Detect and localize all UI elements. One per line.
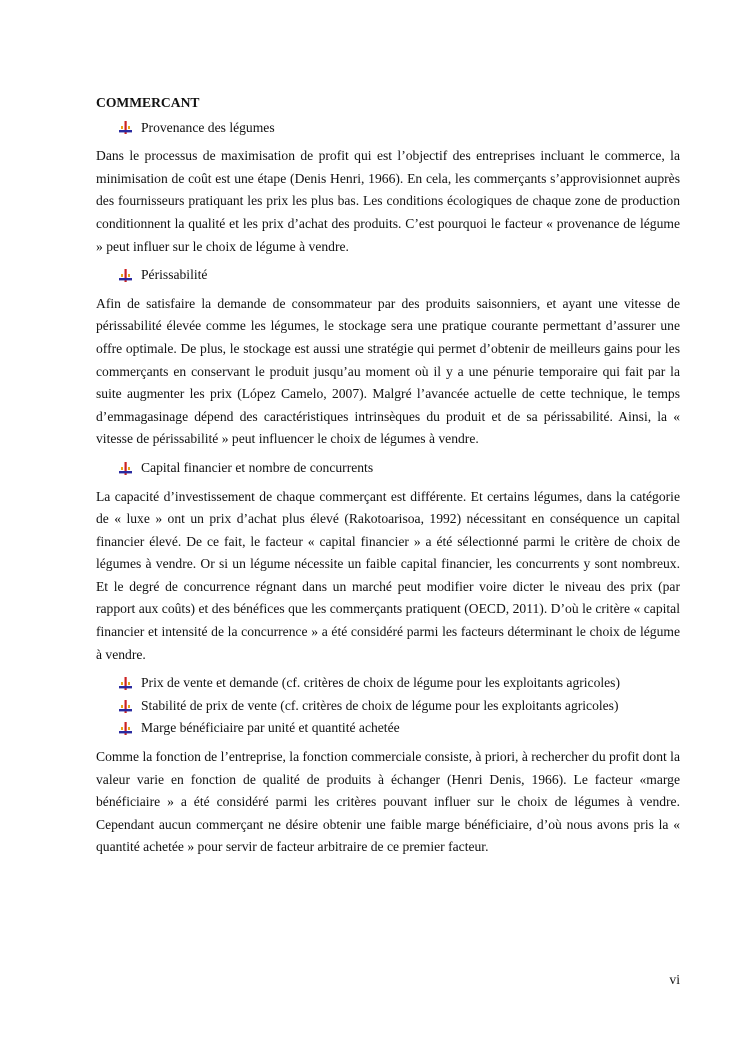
bullet-item bbox=[119, 695, 680, 718]
section-heading: COMMERCANT bbox=[96, 95, 200, 110]
bullet-text: Périssabilité bbox=[141, 267, 208, 283]
cross-bullet-icon bbox=[119, 700, 132, 713]
cross-bullet-icon bbox=[119, 121, 132, 134]
paragraph: La capacité d’investissement de chaque commerçant est différente. Et certains légumes, dans la catégorie de « luxe » ont un prix d’achat plus élevé (Rakotoarisoa, 1992) nécessitant en conséquence un capital financier élevé. De ce fait, le facteur « capital financier » a été sélectionné parmi le critère de choix de légumes à vendre. Or si un légume nécessite un faible capital financier, les concurrents y sont nombreux. Et le degré de concurrence régnant dans un marché peut modifier voire dicter le niveau des prix (par rapport aux coûts) et des bénéfices que les commerçants pratiquent (OECD, 2011). D’où le critère « capital financier et intensité de la concurrence » a été considéré parmi les facteurs déterminant le choix de légume à vendre. bbox=[96, 488, 680, 662]
bullet-item bbox=[119, 117, 680, 140]
bullet-item bbox=[119, 717, 680, 740]
cross-bullet-icon bbox=[119, 677, 132, 690]
bullet-text: Marge bénéficiaire par unité et quantité achetée bbox=[141, 720, 400, 736]
bullet-item bbox=[119, 457, 680, 480]
bullet-list bbox=[96, 672, 680, 740]
bullet-item bbox=[119, 264, 680, 287]
bullet-text: Capital financier et nombre de concurrents bbox=[141, 459, 374, 475]
bullet-item bbox=[119, 672, 680, 695]
bullet-text: Provenance des légumes bbox=[141, 119, 275, 135]
paragraph: Comme la fonction de l’entreprise, la fonction commerciale consiste, à priori, à rechercher du profit dont la valeur varie en fonction de qualité de produits à échanger (Henri Denis, 1966). Le facteur «marge bénéficiaire » a été considéré parmi les critères pouvant influer sur le choix de légumes à vendre. Cependant aucun commerçant ne désire obtenir une faible marge bénéficiaire, d’où nous avons pris la « quantité achetée » pour servir de facteur arbitraire de ce premier facteur. bbox=[96, 749, 680, 855]
page-number: vi bbox=[669, 972, 680, 987]
cross-bullet-icon bbox=[119, 462, 132, 475]
paragraph: Afin de satisfaire la demande de consommateur par des produits saisonniers, et ayant une vitesse de périssabilité élevée comme les légumes, le stockage sera une pratique courante permettant d’assurer une offre optimale. De plus, le stockage est aussi une stratégie qui permet d’obtenir de meilleurs gains pour les commerçants en conservant le produit jusqu’au moment où il y a une pénurie temporaire qui fait par la suite augmenter les prix (López Camelo, 2007). Malgré l’avancée actuelle de cette technique, le temps d’emmagasinage dépend des caractéristiques intrinsèques du produit et de sa périssabilité. Ainsi, la « vitesse de périssabilité » peut influencer le choix de légumes à vendre. bbox=[96, 295, 680, 447]
paragraph: Dans le processus de maximisation de profit qui est l’objectif des entreprises incluant le commerce, la minimisation de coût est une étape (Denis Henri, 1966). En cela, les commerçants s’approvisionnet auprès des fournisseurs pratiquant les prix les plus bas. Les conditions écologiques de chaque zone de production conditionnent la qualité et les prix d’achat des produits. C’est pourquoi le facteur « provenance de légume » peut influer sur le choix de légume à vendre. bbox=[96, 148, 680, 254]
bullet-text: Prix de vente et demande (cf. critères de choix de légume pour les exploitants agricoles) bbox=[141, 675, 621, 691]
bullet-text: Stabilité de prix de vente (cf. critères de choix de légume pour les exploitants agricoles) bbox=[141, 697, 619, 713]
cross-bullet-icon bbox=[119, 722, 132, 735]
document-page bbox=[96, 92, 680, 865]
cross-bullet-icon bbox=[119, 269, 132, 282]
